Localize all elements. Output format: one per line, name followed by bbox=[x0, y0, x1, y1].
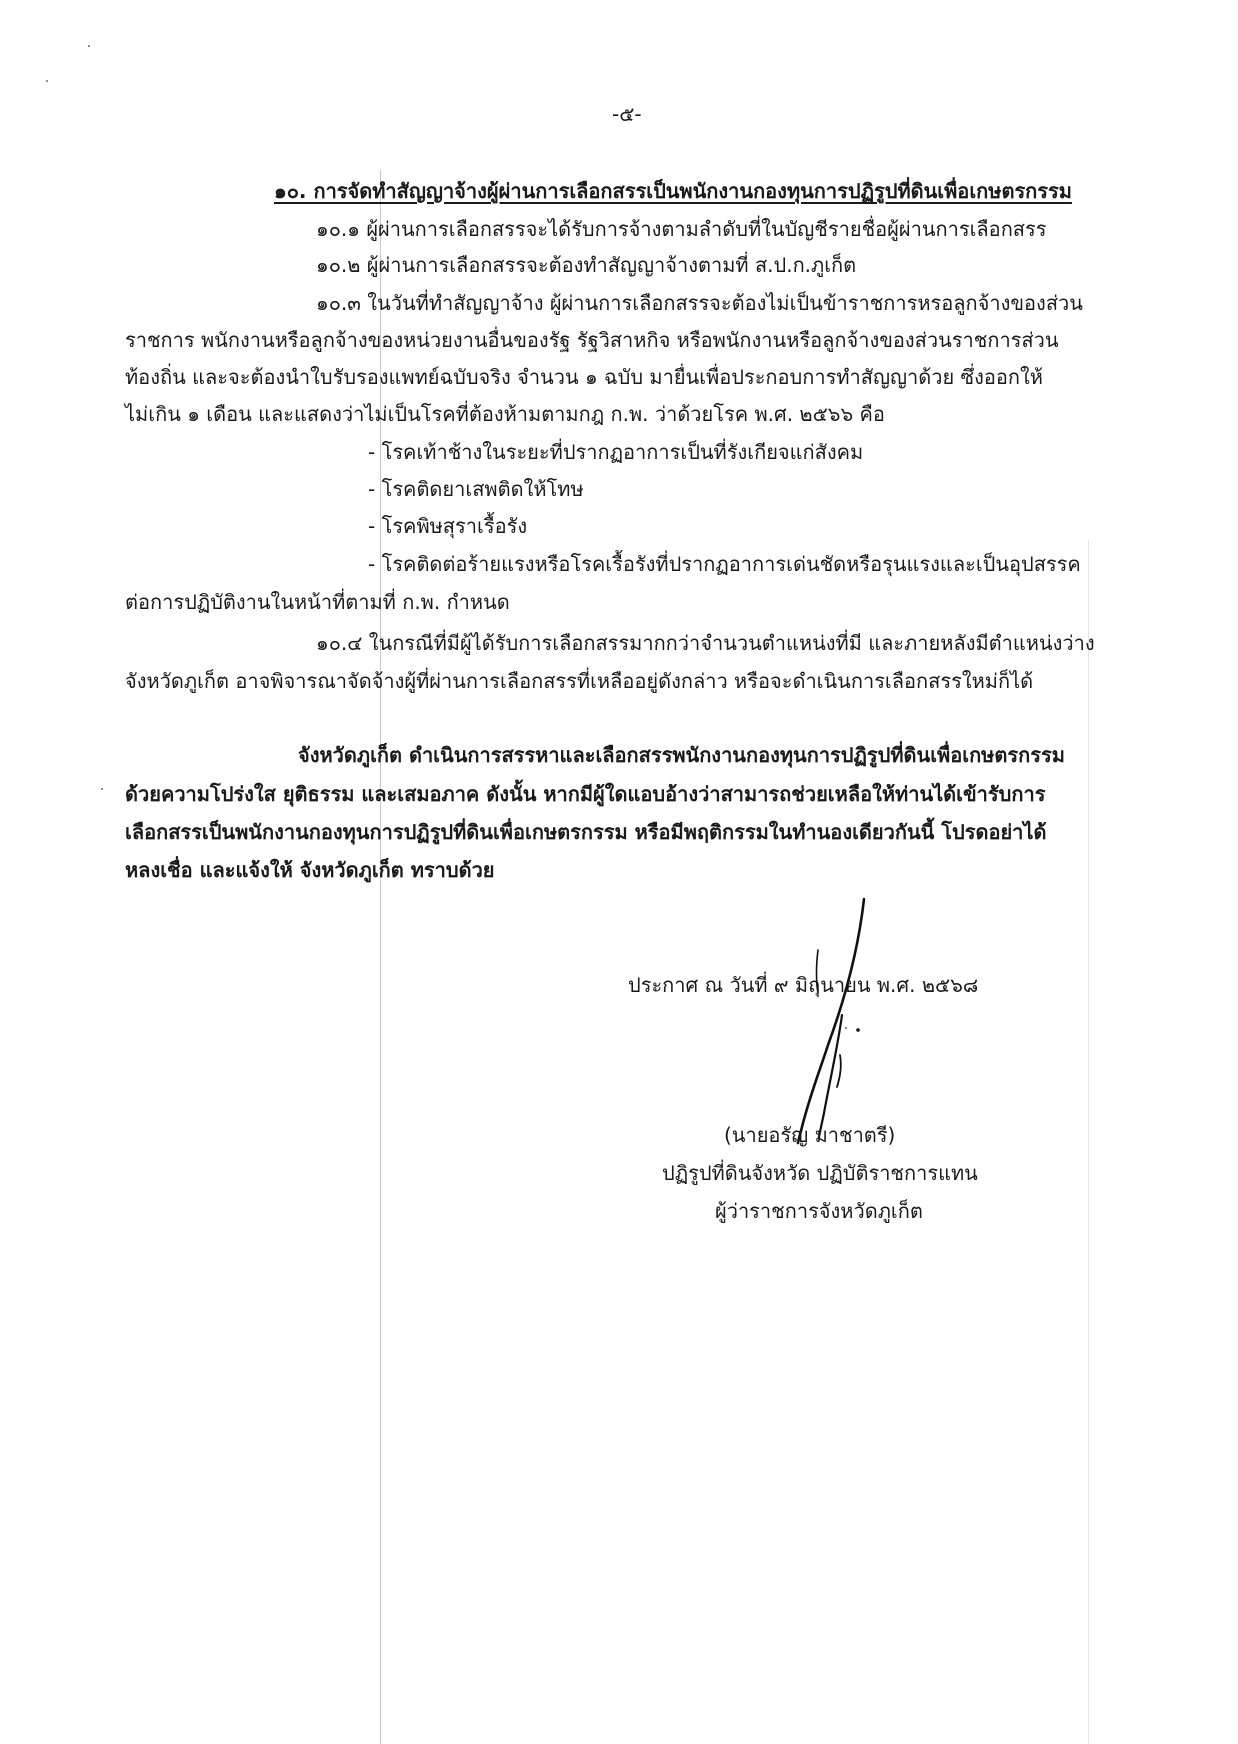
scan-speck bbox=[88, 45, 90, 47]
notice-line-3: เลือกสรรเป็นพนักงานกองทุนการปฏิรูปที่ดินเพื่อเกษตรกรรม หรือมีพฤติกรรมในทำนองเดียวกันนี้ โปรดอย่าได้ bbox=[125, 820, 1047, 844]
signatory-name: (นายอรัญ มาชาตรี) bbox=[724, 1123, 896, 1147]
disease-item: - โรคติดต่อร้ายแรงหรือโรคเรื้อรังที่ปรากฏอาการเด่นชัดหรือรุนแรงและเป็นอุปสรรค bbox=[368, 552, 1081, 576]
announcement-date: ประกาศ ณ วันที่ ๙ มิถุนายน พ.ศ. ๒๕๖๘ bbox=[628, 973, 979, 997]
disease-item: - โรคพิษสุราเรื้อรัง bbox=[368, 514, 528, 538]
notice-line-1: จังหวัดภูเก็ต ดำเนินการสรรหาและเลือกสรรพนักงานกองทุนการปฏิรูปที่ดินเพื่อเกษตรกรรม bbox=[298, 743, 1065, 767]
item-10-4-line-1: ๑๐.๔ ในกรณีที่มีผู้ได้รับการเลือกสรรมากกว่าจำนวนตำแหน่งที่มี และภายหลังมีตำแหน่งว่าง bbox=[316, 631, 1095, 655]
signatory-position: ปฏิรูปที่ดินจังหวัด ปฏิบัติราชการแทน bbox=[662, 1161, 978, 1185]
item-10-3-line-3: ท้องถิ่น และจะต้องนำใบรับรองแพทย์ฉบับจริง จำนวน ๑ ฉบับ มายื่นเพื่อประกอบการทำสัญญาด้วย ซึ่งออกให้ bbox=[125, 365, 1043, 389]
notice-line-4: หลงเชื่อ และแจ้งให้ จังหวัดภูเก็ต ทราบด้วย bbox=[125, 858, 495, 882]
scan-speck bbox=[46, 80, 48, 82]
signatory-on-behalf-of: ผู้ว่าราชการจังหวัดภูเก็ต bbox=[715, 1199, 923, 1223]
scan-artifact-line bbox=[1088, 540, 1089, 1744]
item-10-3-line-2: ราชการ พนักงานหรือลูกจ้างของหน่วยงานอื่นของรัฐ รัฐวิสาหกิจ หรือพนักงานหรือลูกจ้างของส่วนราชการส่วน bbox=[125, 328, 1059, 352]
signature-mark bbox=[780, 895, 890, 1145]
item-10-3-line-4: ไม่เกิน ๑ เดือน และแสดงว่าไม่เป็นโรคที่ต้องห้ามตามกฎ ก.พ. ว่าด้วยโรค พ.ศ. ๒๕๖๖ คือ bbox=[125, 402, 885, 426]
scan-speck bbox=[101, 788, 103, 790]
disease-item-continuation: ต่อการปฏิบัติงานในหน้าที่ตามที่ ก.พ. กำหนด bbox=[125, 590, 510, 614]
disease-item: - โรคติดยาเสพติดให้โทษ bbox=[368, 477, 584, 501]
item-10-4-line-2: จังหวัดภูเก็ต อาจพิจารณาจัดจ้างผู้ที่ผ่านการเลือกสรรที่เหลืออยู่ดังกล่าว หรือจะดำเนินการเลือกสรรใหม่ก็ได้ bbox=[125, 669, 1034, 693]
page-number: -๕- bbox=[612, 102, 642, 126]
section-heading: ๑๐. การจัดทำสัญญาจ้างผู้ผ่านการเลือกสรรเป็นพนักงานกองทุนการปฏิรูปที่ดินเพื่อเกษตรกรรม bbox=[274, 179, 1072, 203]
disease-item: - โรคเท้าช้างในระยะที่ปรากฏอาการเป็นที่รังเกียจแก่สังคม bbox=[368, 440, 864, 464]
item-10-2: ๑๐.๒ ผู้ผ่านการเลือกสรรจะต้องทำสัญญาจ้างตามที่ ส.ป.ก.ภูเก็ต bbox=[316, 253, 857, 277]
item-10-1: ๑๐.๑ ผู้ผ่านการเลือกสรรจะได้รับการจ้างตามลำดับที่ในบัญชีรายชื่อผู้ผ่านการเลือกสรร bbox=[316, 217, 1047, 241]
item-10-3-line-1: ๑๐.๓ ในวันที่ทำสัญญาจ้าง ผู้ผ่านการเลือกสรรจะต้องไม่เป็นข้าราชการหรอลูกจ้างของส่วน bbox=[316, 291, 1083, 315]
notice-line-2: ด้วยความโปร่งใส ยุติธรรม และเสมอภาค ดังนั้น หากมีผู้ใดแอบอ้างว่าสามารถช่วยเหลือให้ท่านได้เข้ารับการ bbox=[125, 782, 1046, 806]
